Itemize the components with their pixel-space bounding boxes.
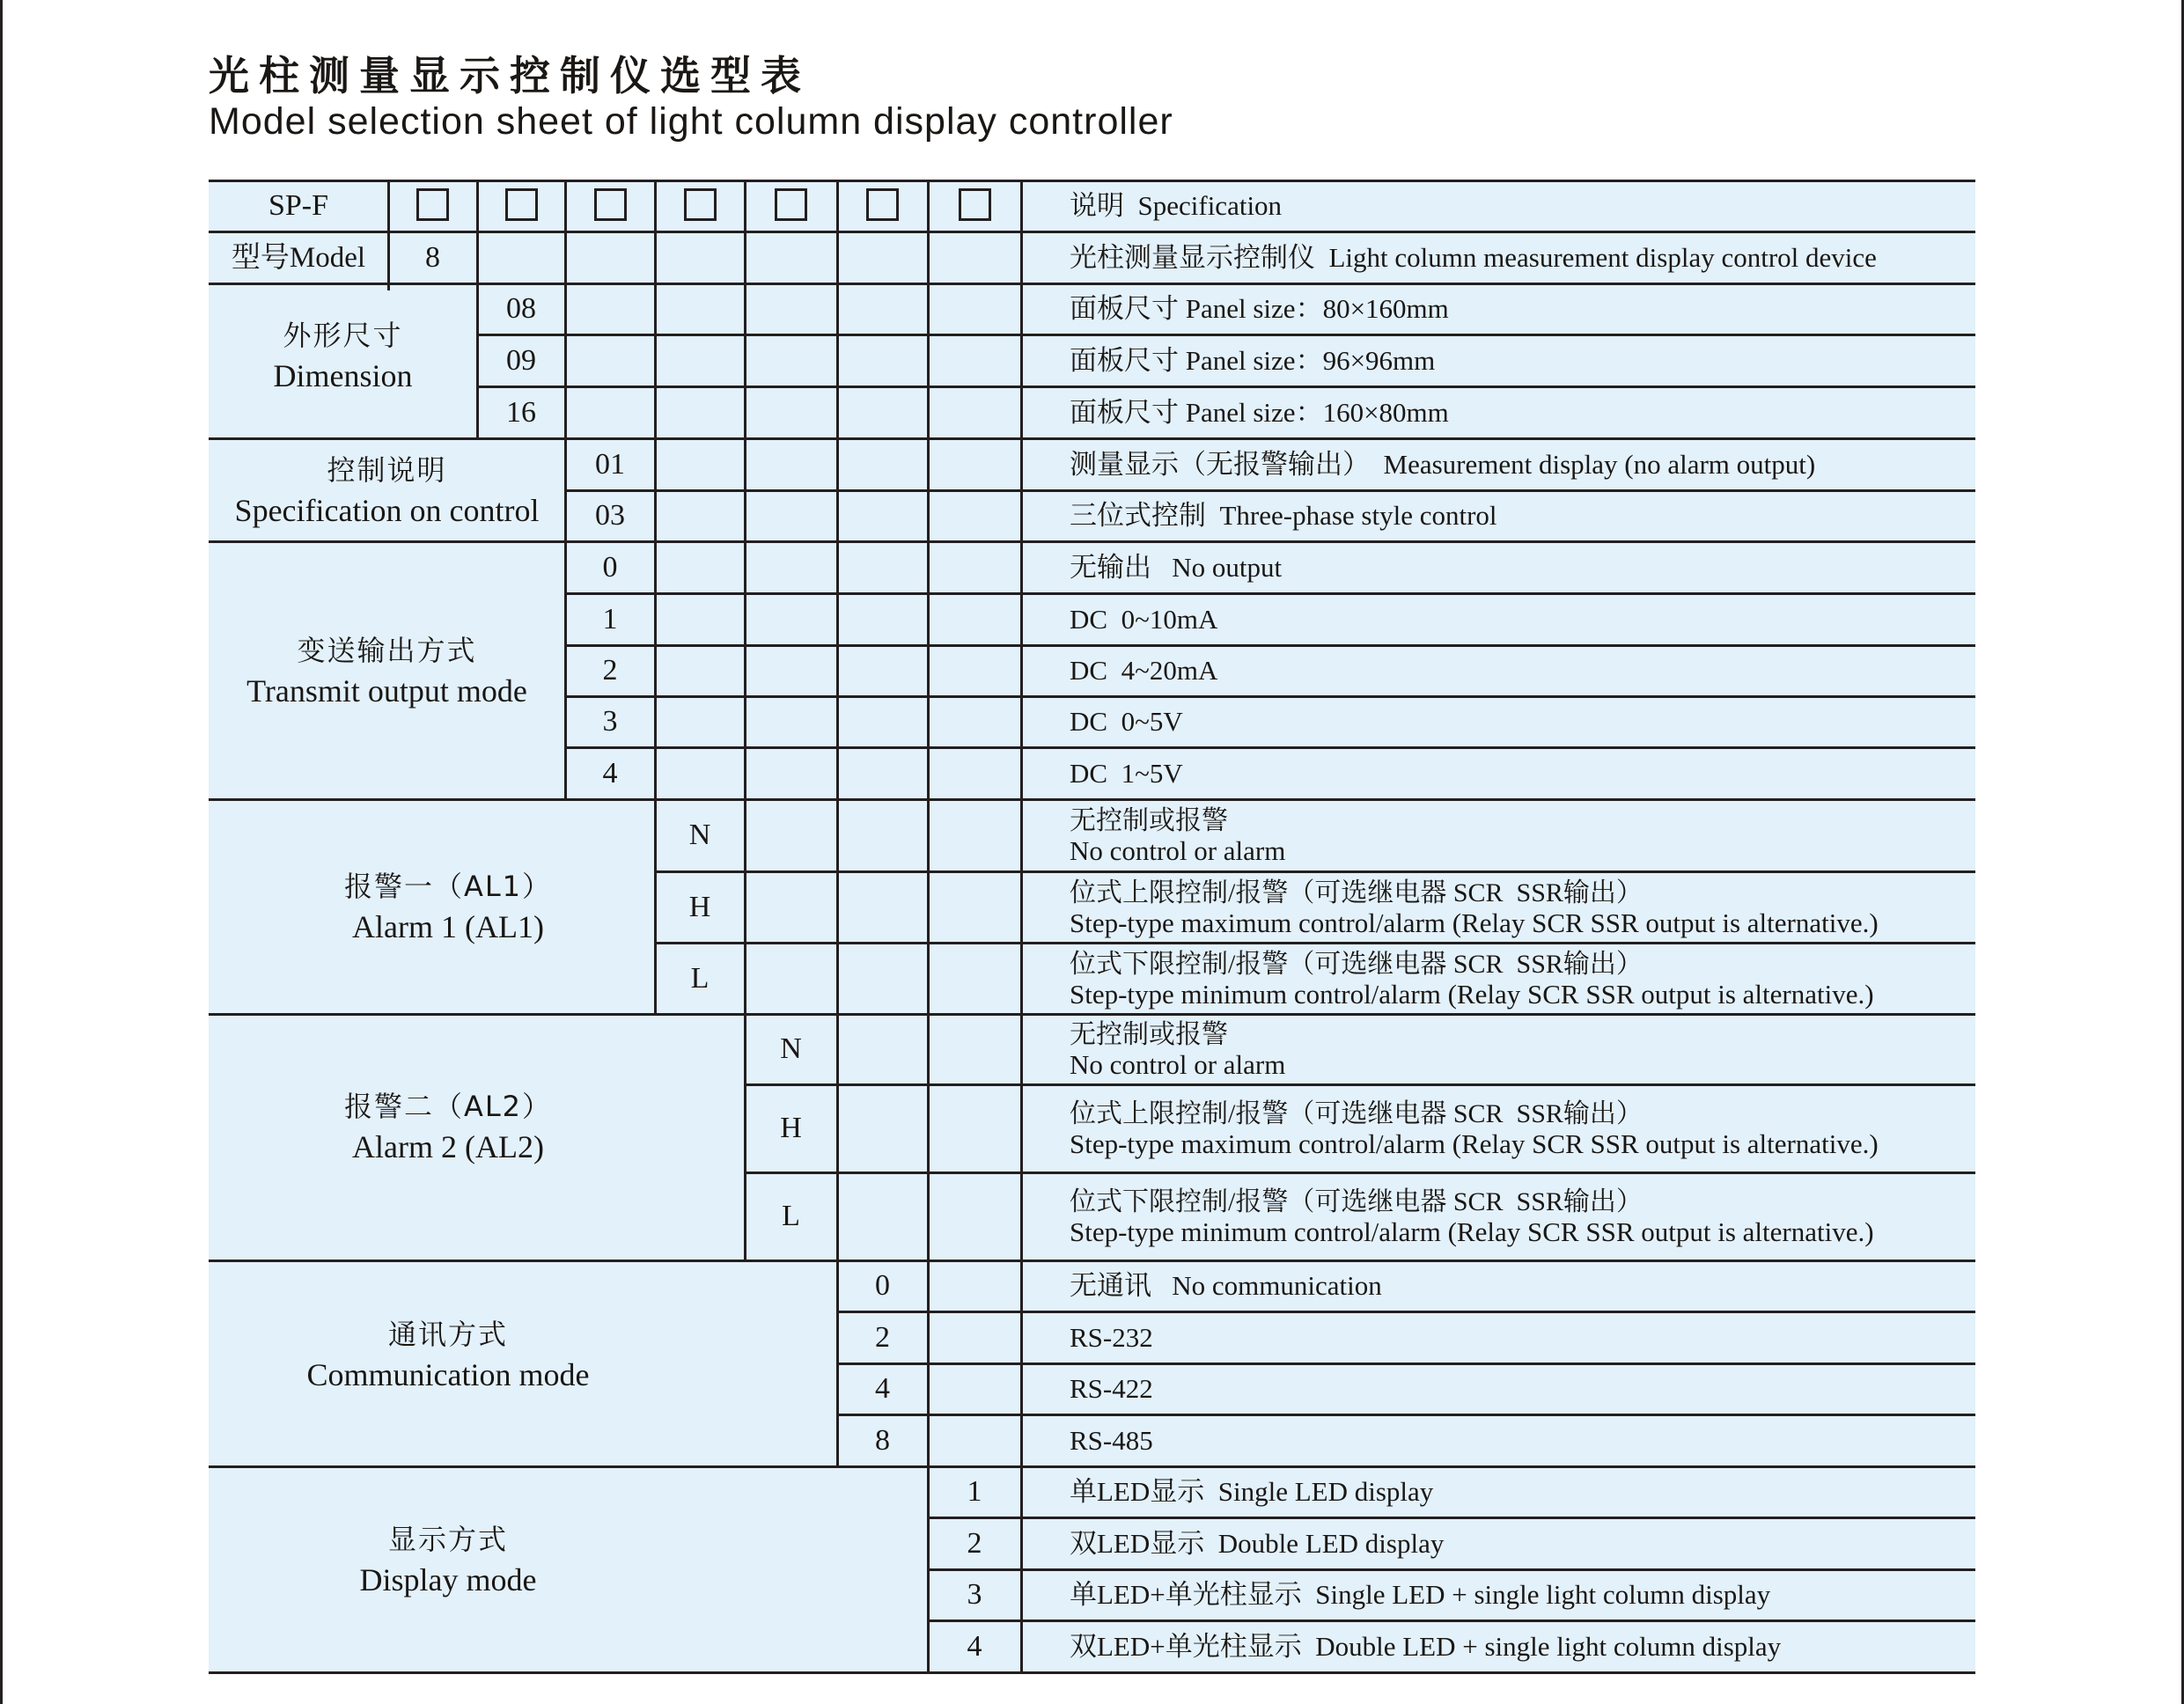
- option-spec-text: DC 4~20mA: [1070, 655, 1218, 686]
- section-label-zh: 通讯方式: [387, 1318, 508, 1351]
- page-border-left: [0, 0, 3, 1704]
- option-code: 03: [595, 499, 625, 532]
- option-code: 8: [875, 1423, 890, 1457]
- option-spec-text: RS-422: [1070, 1373, 1153, 1404]
- option-spec-en: Step-type minimum control/alarm (Relay SCR SSR output is alternative.): [1070, 1216, 1874, 1247]
- section-label-zh: 报警一（AL1）: [343, 870, 553, 903]
- option-spec: [1070, 799, 1967, 871]
- option-spec-zh: 位式下限控制/报警（可选继电器 SCR SSR输出）: [1070, 949, 1643, 979]
- option-code: 4: [875, 1372, 890, 1405]
- option-spec-zh: 无控制或报警: [1070, 1020, 1228, 1049]
- model-label: 型号Model: [231, 241, 366, 274]
- section-label-en: Communication mode: [306, 1357, 590, 1392]
- code-slot-box: [684, 188, 717, 221]
- section-label-en: Transmit output mode: [246, 672, 527, 709]
- option-spec: [1070, 283, 1967, 334]
- code-slot-box: [505, 188, 538, 221]
- table-rule-vertical: [1020, 180, 1023, 1672]
- option-code: 2: [875, 1320, 890, 1354]
- option-code: N: [780, 1032, 802, 1065]
- option-spec-en: No control or alarm: [1070, 835, 1286, 866]
- option-code: 4: [967, 1629, 982, 1663]
- section-label-zh: 变送输出方式: [297, 633, 477, 667]
- option-spec: [1070, 1363, 1967, 1414]
- option-spec: [1070, 1517, 1967, 1569]
- option-spec: [1070, 334, 1967, 386]
- option-spec-text: 单LED+单光柱显示 Single LED + single light column display: [1070, 1579, 1771, 1610]
- option-spec: [1070, 1084, 1967, 1172]
- section-label-display: [209, 1466, 688, 1653]
- option-spec: [1070, 645, 1967, 696]
- page-title-zh: 光柱测量显示控制仪选型表: [209, 52, 811, 99]
- option-spec-text: RS-485: [1070, 1424, 1153, 1456]
- option-spec: [1070, 438, 1967, 490]
- option-code: L: [782, 1200, 800, 1232]
- section-label-control: [209, 438, 565, 541]
- option-spec-zh: 无控制或报警: [1070, 806, 1228, 835]
- option-spec-text: DC 0~5V: [1070, 706, 1183, 737]
- option-spec: [1070, 1569, 1967, 1620]
- section-label-alarm2: [209, 1014, 688, 1239]
- option-spec: [1070, 1620, 1967, 1672]
- option-spec: [1070, 943, 1967, 1014]
- option-spec-text: 无通讯 No communication: [1070, 1270, 1382, 1301]
- code-slot-box: [594, 188, 627, 221]
- option-spec-text: DC 1~5V: [1070, 757, 1183, 789]
- section-label-en: Alarm 1 (AL1): [352, 909, 544, 944]
- option-spec-en: No control or alarm: [1070, 1049, 1286, 1080]
- code-slot-box: [959, 188, 991, 221]
- option-code: N: [688, 819, 711, 851]
- code-slot-box: [416, 188, 449, 221]
- model-spec-text: 光柱测量显示控制仪 Light column measurement display control device: [1070, 241, 1877, 273]
- option-spec-en: Step-type maximum control/alarm (Relay SCR SSR output is alternative.): [1070, 1128, 1879, 1159]
- option-code: 2: [602, 654, 618, 687]
- section-label-zh: 报警二（AL2）: [343, 1090, 553, 1123]
- option-spec: [1070, 871, 1967, 943]
- option-code: 3: [602, 705, 618, 738]
- section-label-dimension: [209, 283, 477, 428]
- section-label-zh: 控制说明: [327, 452, 447, 487]
- option-code: H: [780, 1112, 802, 1144]
- model-prefix: SP-F: [268, 189, 329, 222]
- option-spec-text: 单LED显示 Single LED display: [1070, 1476, 1434, 1507]
- option-code: H: [688, 890, 711, 923]
- option-spec: [1070, 747, 1967, 799]
- option-code: 0: [602, 550, 618, 584]
- option-code: L: [690, 961, 710, 995]
- option-spec-text: 双LED+单光柱显示 Double LED + single light column display: [1070, 1630, 1782, 1662]
- option-spec: [1070, 1311, 1967, 1363]
- option-code: 09: [506, 343, 536, 377]
- section-label-en: Specification on control: [234, 492, 540, 528]
- option-spec: [1070, 386, 1967, 438]
- option-code: 01: [595, 447, 625, 481]
- page-title-en: Model selection sheet of light column display controller: [209, 100, 1173, 143]
- option-code: 1: [967, 1475, 982, 1508]
- option-code: 08: [506, 292, 536, 325]
- option-spec-zh: 位式上限控制/报警（可选继电器 SCR SSR输出）: [1070, 1099, 1643, 1128]
- option-spec-text: DC 0~10mA: [1070, 603, 1218, 635]
- model-spec: [1070, 231, 1967, 283]
- code-slot-box: [775, 188, 807, 221]
- option-code: 3: [967, 1578, 982, 1611]
- option-code: 4: [602, 756, 618, 790]
- section-label-en: Alarm 2 (AL2): [352, 1129, 544, 1164]
- option-spec: [1070, 593, 1967, 645]
- option-spec: [1070, 490, 1967, 541]
- section-label-alarm1: [209, 799, 688, 1014]
- option-spec: [1070, 541, 1967, 593]
- section-label-transmit: [209, 541, 565, 799]
- section-label-en: Dimension: [273, 358, 413, 393]
- option-spec-zh: 位式下限控制/报警（可选继电器 SCR SSR输出）: [1070, 1187, 1643, 1216]
- section-label-communication: [209, 1260, 688, 1449]
- section-label-en: Display mode: [359, 1562, 537, 1598]
- option-spec-text: 面板尺寸 Panel size：96×96mm: [1070, 344, 1436, 376]
- option-spec-zh: 位式上限控制/报警（可选继电器 SCR SSR输出）: [1070, 878, 1643, 907]
- option-spec-en: Step-type minimum control/alarm (Relay SCR SSR output is alternative.): [1070, 978, 1874, 1010]
- option-spec-text: 面板尺寸 Panel size：160×80mm: [1070, 396, 1449, 428]
- option-spec-text: 测量显示（无报警输出） Measurement display (no alarm output): [1070, 448, 1816, 480]
- model-code: 8: [425, 240, 440, 274]
- option-spec: [1070, 1260, 1967, 1311]
- option-spec: [1070, 1466, 1967, 1517]
- code-slot-box: [866, 188, 899, 221]
- option-spec: [1070, 1014, 1967, 1084]
- section-label-zh: 外形尺寸: [283, 319, 403, 352]
- option-spec-en: Step-type maximum control/alarm (Relay SCR SSR output is alternative.): [1070, 907, 1879, 938]
- option-spec-text: 三位式控制 Three-phase style control: [1070, 500, 1497, 531]
- option-code: 0: [875, 1269, 890, 1302]
- option-spec: [1070, 1414, 1967, 1466]
- spec-header-text: 说明 Specification: [1070, 190, 1283, 221]
- section-label-zh: 显示方式: [387, 1523, 508, 1556]
- option-spec-text: RS-232: [1070, 1321, 1153, 1353]
- option-spec-text: 无输出 No output: [1070, 551, 1283, 583]
- option-code: 1: [602, 602, 618, 635]
- option-code: 16: [506, 395, 536, 429]
- option-spec: [1070, 1172, 1967, 1260]
- option-spec-text: 面板尺寸 Panel size：80×160mm: [1070, 293, 1449, 324]
- option-spec-text: 双LED显示 Double LED display: [1070, 1527, 1445, 1559]
- option-spec: [1070, 696, 1967, 747]
- option-code: 2: [967, 1526, 982, 1560]
- spec-header: [1070, 180, 1967, 231]
